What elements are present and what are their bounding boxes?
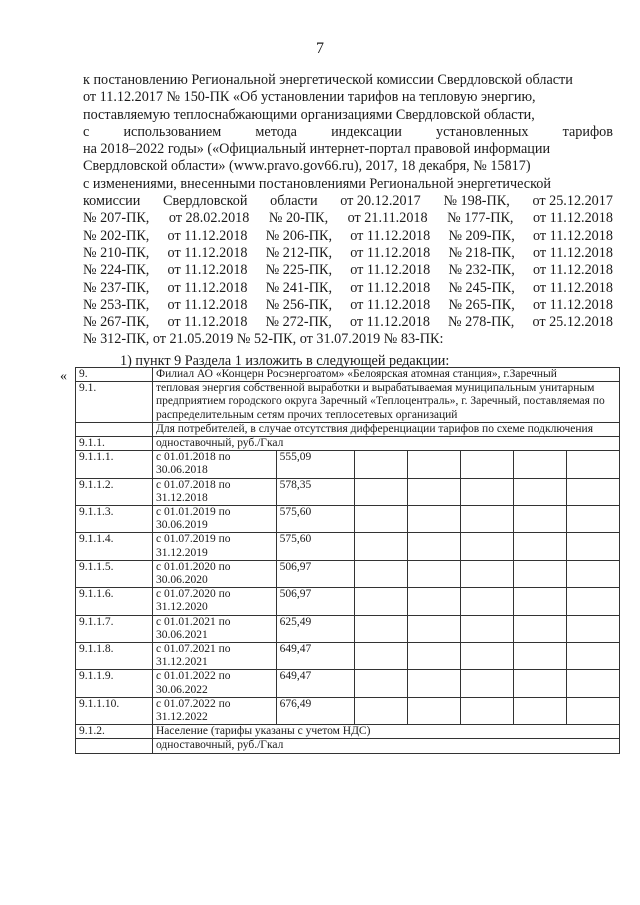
intro-word: тарифов	[562, 123, 613, 140]
intro-word: от 21.11.2018	[347, 210, 428, 227]
intro-word: № 210-ПК,	[83, 244, 150, 261]
empty-cell	[460, 615, 513, 642]
intro-word: № 256-ПК,	[265, 296, 333, 313]
empty-cell	[513, 506, 566, 533]
table-row-9	[76, 368, 620, 382]
row-number: 9.1.1.3.	[76, 506, 153, 533]
intro-word: Свердловской области» (www.pravo.gov66.ru), 2017, 18 декабря, № 15817)	[83, 158, 531, 175]
row-number: 9.	[76, 368, 153, 382]
empty-cell	[513, 643, 566, 670]
empty-cell	[460, 506, 513, 533]
table-row-population-tariff	[76, 739, 620, 753]
energy-description: тепловая энергия собственной выработки и вырабатываемая муниципальным унитарным предприятием городского округа Заречный «Теплоцентраль», г. Заречный, поставляемая по распределительным сетям прочих теплосетевых организаций	[152, 382, 619, 423]
empty-cell	[407, 697, 460, 724]
empty-cell	[566, 451, 619, 478]
intro-word: от 25.12.2018	[532, 314, 613, 331]
intro-word: от 11.12.2018	[532, 210, 613, 227]
tariff-row	[76, 615, 620, 642]
empty-cell	[460, 670, 513, 697]
row-number: 9.1.1.1.	[76, 451, 153, 478]
intro-line	[83, 297, 613, 314]
intro-word: от 11.12.2018	[532, 279, 613, 296]
period-cell: с 01.07.2020 по 31.12.2020	[152, 588, 276, 615]
empty-cell	[566, 670, 619, 697]
intro-word: Свердловской	[163, 193, 248, 210]
intro-line	[83, 331, 613, 348]
row-number	[76, 422, 153, 436]
empty-cell	[407, 560, 460, 587]
tariff-row	[76, 697, 620, 724]
row-number: 9.1.1.	[76, 437, 153, 451]
intro-word: № 241-ПК,	[265, 279, 333, 296]
empty-cell	[354, 533, 407, 560]
empty-cell	[460, 478, 513, 505]
empty-cell	[513, 615, 566, 642]
period-cell: с 01.07.2021 по 31.12.2021	[152, 643, 276, 670]
intro-word: № 224-ПК,	[83, 262, 150, 279]
opening-quote-mark: «	[60, 369, 67, 384]
intro-word: № 206-ПК,	[265, 227, 333, 244]
empty-cell	[566, 643, 619, 670]
empty-cell	[354, 451, 407, 478]
intro-word: № 245-ПК,	[448, 279, 515, 296]
organization-name: Филиал АО «Концерн Росэнергоатом» «Белоярская атомная станция», г.Заречный	[152, 368, 619, 382]
intro-line	[83, 210, 613, 227]
intro-word: № 225-ПК,	[265, 262, 333, 279]
table-row-9-1-2	[76, 725, 620, 739]
empty-cell	[354, 697, 407, 724]
tariff-value: 578,35	[276, 478, 354, 505]
consumers-description: Для потребителей, в случае отсутствия дифференциации тарифов по схеме подключения	[152, 422, 619, 436]
intro-line	[83, 228, 613, 245]
intro-word: № 267-ПК,	[83, 314, 150, 331]
tariff-table	[75, 367, 620, 754]
tariff-row	[76, 506, 620, 533]
intro-word: индексации	[331, 123, 402, 140]
intro-word: от 25.12.2017	[532, 193, 613, 210]
intro-word: от 11.12.2018	[350, 227, 431, 244]
row-number: 9.1.1.8.	[76, 643, 153, 670]
intro-word: № 198-ПК,	[443, 193, 510, 210]
intro-word: на 2018–2022 годы» («Официальный интернет-портал правовой информации	[83, 141, 551, 158]
row-number: 9.1.1.5.	[76, 560, 153, 587]
period-cell: с 01.07.2019 по 31.12.2019	[152, 533, 276, 560]
empty-cell	[460, 560, 513, 587]
row-number: 9.1.	[76, 382, 153, 423]
intro-word: от 28.02.2018	[168, 210, 250, 227]
empty-cell	[354, 670, 407, 697]
intro-line	[83, 280, 613, 297]
intro-line	[83, 245, 613, 262]
intro-word: № 312-ПК, от 21.05.2019 № 52-ПК, от 31.07.2019 № 83-ПК:	[83, 331, 444, 348]
page-number: 7	[316, 40, 324, 57]
intro-line	[83, 314, 613, 331]
intro-line	[83, 72, 613, 89]
period-cell: с 01.07.2022 по 31.12.2022	[152, 697, 276, 724]
intro-word: № 209-ПК,	[448, 227, 515, 244]
empty-cell	[460, 588, 513, 615]
intro-word: от 11.12.2018	[532, 262, 613, 279]
intro-word: от 20.12.2017	[340, 193, 421, 210]
intro-word: от 11.12.2018	[350, 244, 431, 261]
empty-cell	[407, 670, 460, 697]
empty-cell	[354, 588, 407, 615]
intro-word: от 11.12.2018	[350, 296, 431, 313]
tariff-value: 575,60	[276, 506, 354, 533]
intro-word: № 177-ПК,	[447, 210, 514, 227]
intro-word: от 11.12.2018	[167, 262, 248, 279]
empty-cell	[407, 588, 460, 615]
intro-word: от 11.12.2018	[350, 279, 431, 296]
intro-word: от 11.12.2018	[167, 296, 248, 313]
empty-cell	[354, 560, 407, 587]
empty-cell	[460, 643, 513, 670]
empty-cell	[513, 670, 566, 697]
empty-cell	[407, 506, 460, 533]
intro-word: от 11.12.2018	[167, 279, 248, 296]
intro-word: от 11.12.2018	[167, 244, 248, 261]
intro-word: к постановлению Региональной энергетической комиссии Свердловской области	[83, 72, 573, 88]
tariff-value: 555,09	[276, 451, 354, 478]
empty-cell	[513, 697, 566, 724]
empty-cell	[513, 533, 566, 560]
tariff-row	[76, 533, 620, 560]
tariff-value: 506,97	[276, 560, 354, 587]
intro-line	[83, 193, 613, 210]
row-number	[76, 739, 153, 753]
tariff-value: 506,97	[276, 588, 354, 615]
tariff-row	[76, 643, 620, 670]
intro-word: № 20-ПК,	[268, 210, 329, 227]
intro-line	[83, 124, 613, 141]
intro-word: комиссии	[83, 193, 141, 210]
empty-cell	[566, 560, 619, 587]
empty-cell	[354, 506, 407, 533]
row-number: 9.1.1.7.	[76, 615, 153, 642]
tariff-value: 625,49	[276, 615, 354, 642]
table-row-consumers	[76, 422, 620, 436]
empty-cell	[407, 533, 460, 560]
row-number: 9.1.1.10.	[76, 697, 153, 724]
intro-word: установленных	[436, 123, 529, 140]
period-cell: с 01.07.2018 по 31.12.2018	[152, 478, 276, 505]
tariff-value: 676,49	[276, 697, 354, 724]
intro-word: № 207-ПК,	[83, 210, 150, 227]
tariff-type: одноставочный, руб./Гкал	[152, 437, 619, 451]
intro-word: № 218-ПК,	[448, 244, 515, 261]
intro-word: области	[270, 193, 318, 210]
intro-line	[83, 107, 613, 124]
row-number: 9.1.1.6.	[76, 588, 153, 615]
intro-word: № 232-ПК,	[448, 262, 515, 279]
table-row-9-1	[76, 382, 620, 423]
empty-cell	[407, 643, 460, 670]
tariff-row	[76, 451, 620, 478]
empty-cell	[513, 478, 566, 505]
intro-word: метода	[255, 123, 297, 140]
intro-word: от 11.12.2018	[532, 227, 613, 244]
intro-word: от 11.12.2017 № 150-ПК «Об установлении тарифов на тепловую энергию,	[83, 89, 536, 106]
empty-cell	[407, 615, 460, 642]
empty-cell	[407, 451, 460, 478]
empty-cell	[566, 506, 619, 533]
tariff-type: одноставочный, руб./Гкал	[152, 739, 619, 753]
intro-word: от 11.12.2018	[167, 227, 248, 244]
empty-cell	[354, 478, 407, 505]
intro-paragraph	[83, 72, 613, 349]
empty-cell	[513, 588, 566, 615]
tariff-value: 649,47	[276, 670, 354, 697]
intro-line	[83, 89, 613, 106]
empty-cell	[354, 615, 407, 642]
empty-cell	[513, 451, 566, 478]
period-cell: с 01.01.2018 по 30.06.2018	[152, 451, 276, 478]
intro-line	[83, 262, 613, 279]
period-cell: с 01.01.2021 по 30.06.2021	[152, 615, 276, 642]
intro-word: поставляемую теплоснабжающими организациями Свердловской области,	[83, 106, 535, 123]
tariff-value: 575,60	[276, 533, 354, 560]
period-cell: с 01.01.2022 по 30.06.2022	[152, 670, 276, 697]
tariff-row	[76, 478, 620, 505]
table-row-9-1-1	[76, 437, 620, 451]
intro-word: № 237-ПК,	[83, 279, 150, 296]
tariff-row	[76, 670, 620, 697]
intro-word: от 11.12.2018	[532, 244, 613, 261]
empty-cell	[566, 615, 619, 642]
intro-word: № 202-ПК,	[83, 227, 150, 244]
intro-word: № 212-ПК,	[265, 244, 333, 261]
row-number: 9.1.1.9.	[76, 670, 153, 697]
empty-cell	[354, 643, 407, 670]
population-description: Население (тарифы указаны с учетом НДС)	[152, 725, 619, 739]
intro-line	[83, 141, 613, 158]
row-number: 9.1.2.	[76, 725, 153, 739]
row-number: 9.1.1.4.	[76, 533, 153, 560]
empty-cell	[460, 451, 513, 478]
intro-word: с изменениями, внесенными постановлениями Региональной энергетической	[83, 175, 551, 192]
row-number: 9.1.1.2.	[76, 478, 153, 505]
intro-word: № 265-ПК,	[448, 296, 515, 313]
empty-cell	[460, 697, 513, 724]
intro-word: № 253-ПК,	[83, 296, 150, 313]
intro-line	[83, 158, 613, 175]
intro-word: от 11.12.2018	[350, 262, 431, 279]
empty-cell	[513, 560, 566, 587]
intro-word: от 11.12.2018	[167, 314, 248, 331]
amendment-point: 1) пункт 9 Раздела 1 изложить в следующей редакции:	[120, 353, 450, 369]
tariff-row	[76, 560, 620, 587]
intro-word: с	[83, 123, 90, 140]
empty-cell	[566, 697, 619, 724]
period-cell: с 01.01.2019 по 30.06.2019	[152, 506, 276, 533]
intro-word: № 272-ПК,	[265, 314, 332, 331]
empty-cell	[566, 533, 619, 560]
tariff-row	[76, 588, 620, 615]
empty-cell	[566, 478, 619, 505]
intro-word: от 11.12.2018	[349, 314, 430, 331]
tariff-value: 649,47	[276, 643, 354, 670]
intro-line	[83, 176, 613, 193]
empty-cell	[460, 533, 513, 560]
intro-word: от 11.12.2018	[532, 296, 613, 313]
intro-word: № 278-ПК,	[448, 314, 515, 331]
period-cell: с 01.01.2020 по 30.06.2020	[152, 560, 276, 587]
empty-cell	[566, 588, 619, 615]
empty-cell	[407, 478, 460, 505]
intro-word: использованием	[123, 123, 222, 140]
